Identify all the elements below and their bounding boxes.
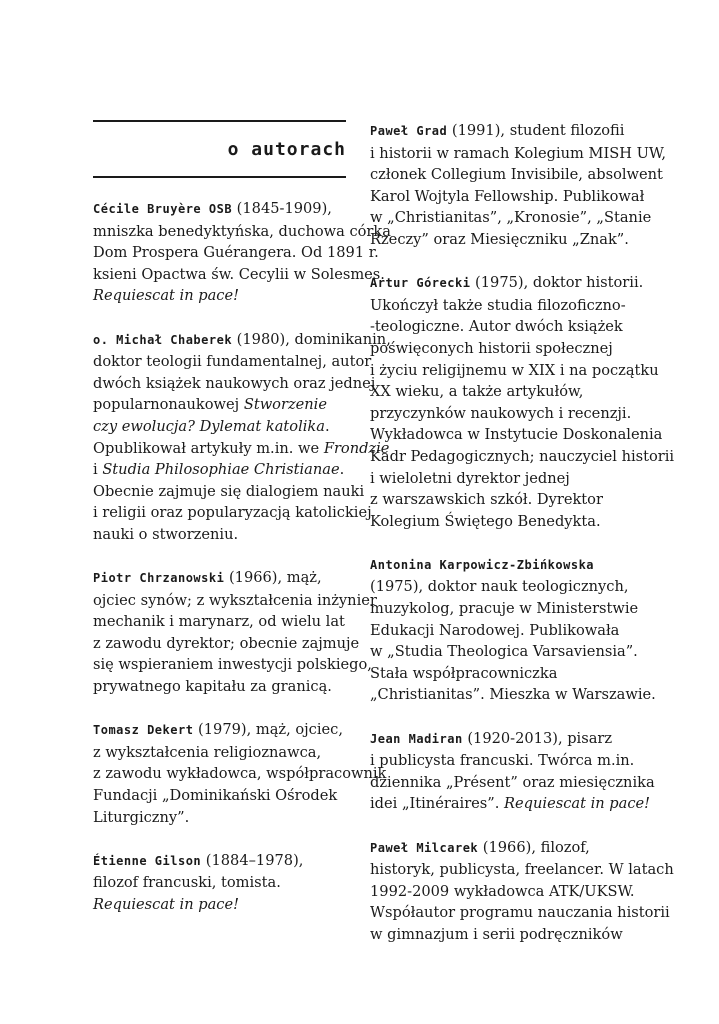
bottom-rule [93, 176, 346, 178]
author-entry-bruyere: Cécile Bruyère OSB (1845-1909), mniszka benedyktyńska, duchowa córka Dom Prospera Guérangera. Od 1891 r. ksieni Opactwa św. Cecylii w Solesmes. Requiescat in pace! [93, 200, 391, 305]
author-entry-gorecki: Artur Górecki (1975), doktor historii. Ukończył także studia filozoficzno- -teologiczne. Autor dwóch książek poświęconych historii społecznej i życiu religijnemu w XIX i na początku XX wieku, a także artykułów, przyczynków naukowych i recenzji. Wykładowca w Instytucie Doskonalenia Kadr Pedagogicznych; nauczyciel historii i wieloletni dyrektor jednej z warszawskich szkół. Dyrektor Kolegium Świętego Benedykta. [370, 274, 675, 530]
author-entry-madiran: Jean Madiran (1920-2013), pisarz i publicysta francuski. Twórca m.in. dziennika „Présent” oraz miesięcznika idei „Itinéraires”. Requiescat in pace! [370, 729, 655, 813]
right-column [370, 120, 675, 946]
author-name: o. Michał Chaberek [93, 332, 233, 347]
left-column [93, 120, 391, 916]
author-name: Paweł Grad [370, 124, 448, 138]
author-entry-dekert: Tomasz Dekert (1979), mąż, ojciec, z wykształcenia religioznawca, z zawodu wykładowca, współpracownik Fundacji „Dominikański Ośrodek Liturgiczny”. [93, 721, 387, 826]
author-name: Tomasz Dekert [93, 723, 194, 738]
author-name: Étienne Gilson [93, 853, 202, 868]
author-name: Cécile Bruyère OSB [93, 202, 233, 216]
author-name: Jean Madiran [370, 731, 463, 746]
author-entry-grad: Paweł Grad (1991), student filozofii i historii w ramach Kolegium MISH UW, członek Collegium Invisibile, absolwent Karol Wojtyla Fellowship. Publikował w „Christianitas”, „Kronosie”, „Stanie Rzeczy” oraz Miesięczniku „Znak”. [370, 122, 666, 248]
author-entry-chrzanowski: Piotr Chrzanowski (1966), mąż, ojciec synów; z wykształcenia inżynier mechanik i marynarz, od wielu lat z zawodu dyrektor; obecnie zajmuje się wspieraniem inwestycji polskiego, prywatnego kapitału za granicą. [93, 569, 377, 696]
author-entry-karpowicz: Antonina Karpowicz-Zbińkowska (1975), doktor nauk teologicznych, muzykolog, pracuje w Ministerstwie Edukacji Narodowej. Publikowała w „Studia Theologica Varsaviensia”. Stała współpracowniczka „Christianitas”. Mieszka w Warszawie. [370, 557, 656, 704]
author-entry-gilson: Étienne Gilson (1884–1978), filozof francuski, tomista. Requiescat in pace! [93, 851, 304, 913]
author-name: Paweł Milcarek [370, 840, 479, 855]
author-name: Antonina Karpowicz-Zbińkowska [370, 557, 595, 572]
author-name: Artur Górecki [370, 276, 471, 291]
section-heading: o autorach [227, 139, 346, 160]
author-name: Piotr Chrzanowski [93, 571, 225, 586]
top-rule [93, 120, 346, 122]
author-entry-milcarek: Paweł Milcarek (1966), filozof, historyk, publicysta, freelancer. W latach 1992-2009 wykładowca ATK/UKSW. Współautor programu nauczania historii w gimnazjum i serii podręczników [370, 838, 674, 943]
author-entry-chaberek: o. Michał Chaberek (1980), dominikanin, doktor teologii fundamentalnej, autor dwóch książek naukowych oraz jednej popularnonaukowej Stworzenie czy ewolucja? Dylemat katolika. Opublikował artykuły m.in. we Frondzie i Studia Philosophiae Christianae. Obecnie zajmuje się dialogiem nauki i religii oraz popularyzacją katolickiej nauki o stworzeniu. [93, 330, 391, 543]
